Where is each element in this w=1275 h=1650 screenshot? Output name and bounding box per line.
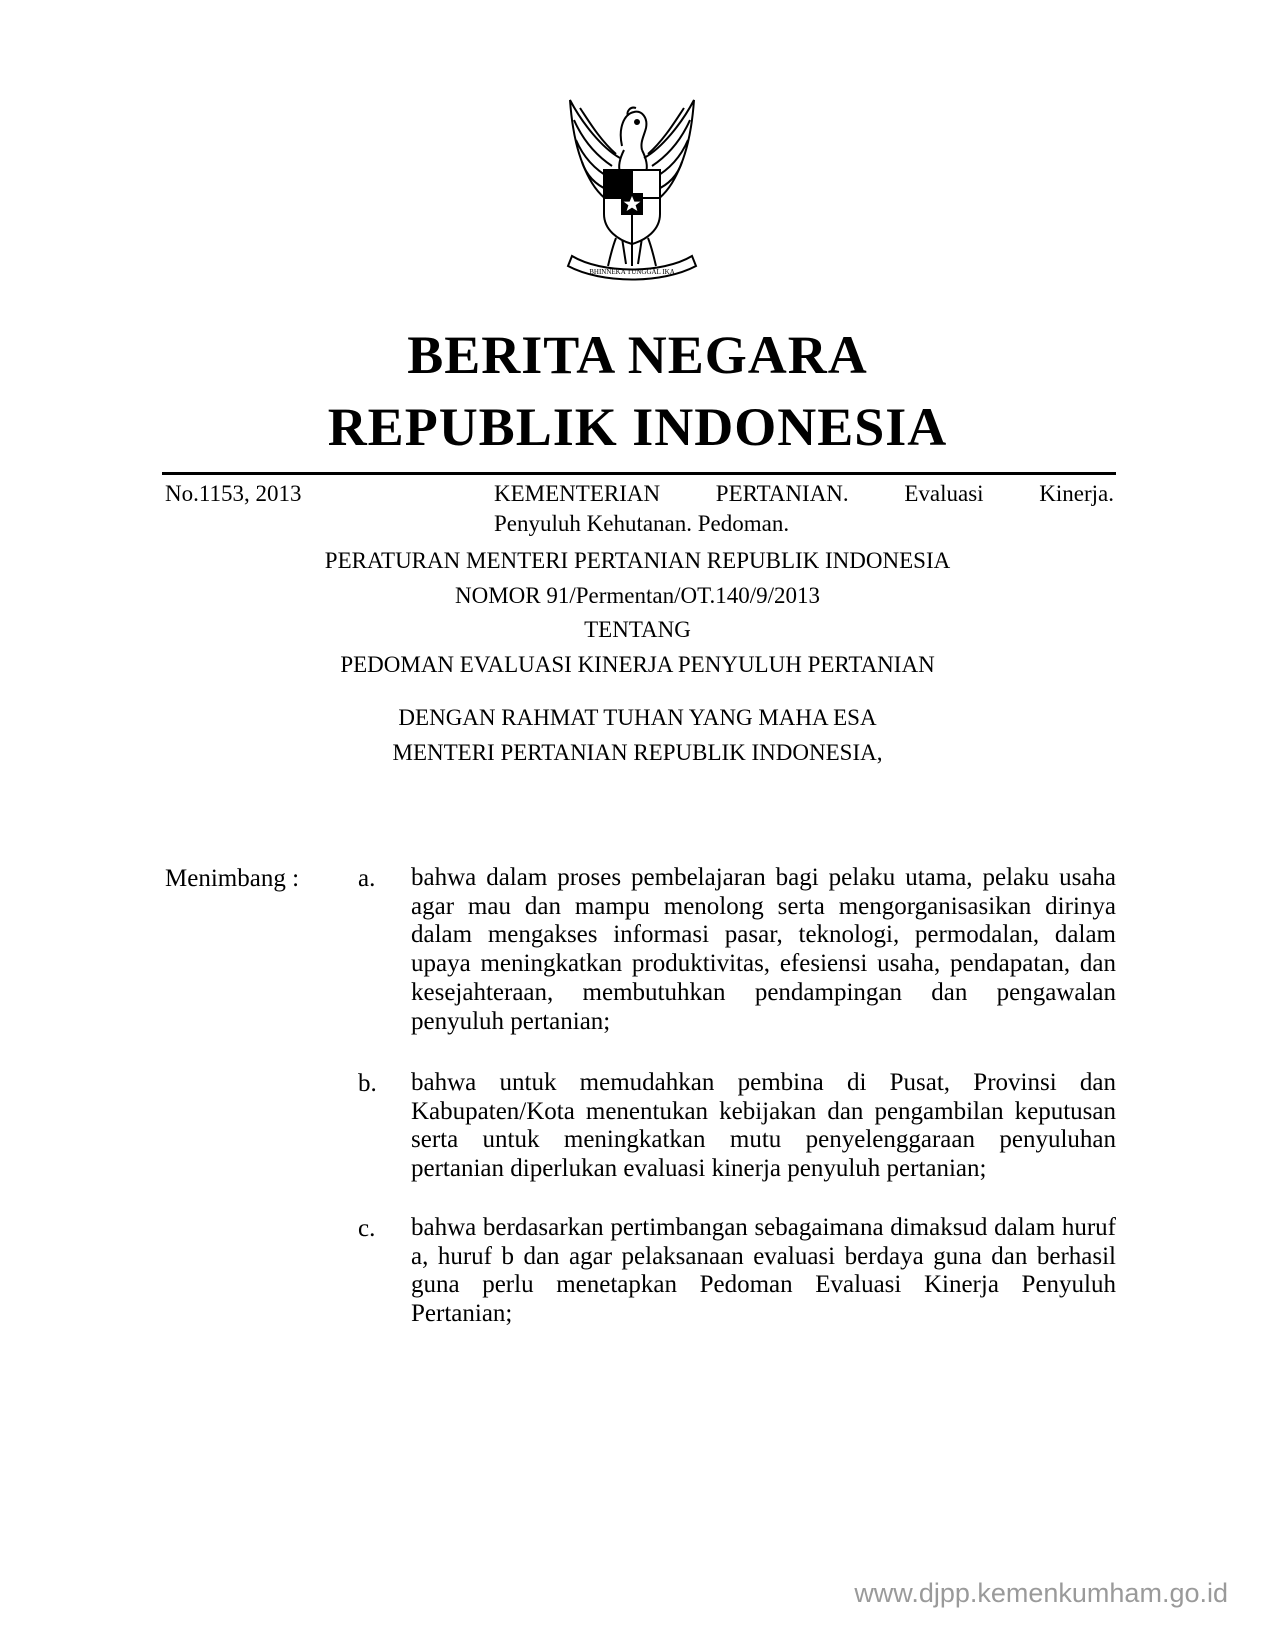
invocation: DENGAN RAHMAT TUHAN YANG MAHA ESA bbox=[398, 705, 877, 730]
gazette-title-line1: BERITA NEGARA bbox=[407, 325, 868, 385]
consideration-a-text: bahwa dalam proses pembelajaran bagi pelaku utama, pelaku usaha agar mau dan mampu menolong serta mengorganisasikan dirinya dalam mengakses informasi pasar, teknologi, permodalan, dalam upaya meningkatkan produktivitas, efesiensi usaha, pendapatan, dan kesejahteraan, membutuhkan pendampingan dan pengawalan penyuluh pertanian; bbox=[411, 864, 1116, 1035]
gazette-title-line2: REPUBLIK INDONESIA bbox=[327, 397, 948, 457]
considerations-label: Menimbang : bbox=[165, 865, 300, 892]
regulation-subject: PEDOMAN EVALUASI KINERJA PENYULUH PERTANIAN bbox=[340, 652, 935, 677]
emblem-motto: BHINNEKA TUNGGAL IKA bbox=[589, 268, 675, 276]
consideration-c-text: bahwa berdasarkan pertimbangan sebagaimana dimaksud dalam huruf a, huruf b dan agar pelaksanaan evaluasi berdaya guna dan berhasil guna perlu menetapkan Pedoman Evaluasi Kinerja Penyuluh Pertanian; bbox=[411, 1214, 1116, 1328]
gazette-description bbox=[494, 479, 1114, 539]
gazette-description-line2: Penyuluh Kehutanan. Pedoman. bbox=[494, 511, 790, 536]
regulation-number: NOMOR 91/Permentan/OT.140/9/2013 bbox=[455, 583, 820, 608]
consideration-a-letter: a. bbox=[358, 865, 376, 892]
gazette-number: No.1153, 2013 bbox=[165, 481, 302, 506]
regulation-about: TENTANG bbox=[584, 617, 691, 642]
gazette-description-line1: KEMENTERIAN PERTANIAN. Evaluasi Kinerja. bbox=[494, 481, 1114, 506]
garuda-emblem-icon bbox=[542, 88, 722, 284]
consideration-c-letter: c. bbox=[358, 1215, 376, 1242]
regulation-title: PERATURAN MENTERI PERTANIAN REPUBLIK INDONESIA bbox=[324, 548, 951, 573]
consideration-b-text: bahwa untuk memudahkan pembina di Pusat, Provinsi dan Kabupaten/Kota menentukan kebijakan dan pengambilan keputusan serta untuk meningkatkan mutu penyelenggaraan penyuluhan pertanian diperlukan evaluasi kinerja penyuluh pertanian; bbox=[411, 1069, 1116, 1183]
minister-title: MENTERI PERTANIAN REPUBLIK INDONESIA, bbox=[392, 740, 883, 765]
title-divider bbox=[162, 472, 1116, 475]
consideration-b-letter: b. bbox=[358, 1070, 377, 1097]
website-watermark: www.djpp.kemenkumham.go.id bbox=[854, 1578, 1228, 1608]
